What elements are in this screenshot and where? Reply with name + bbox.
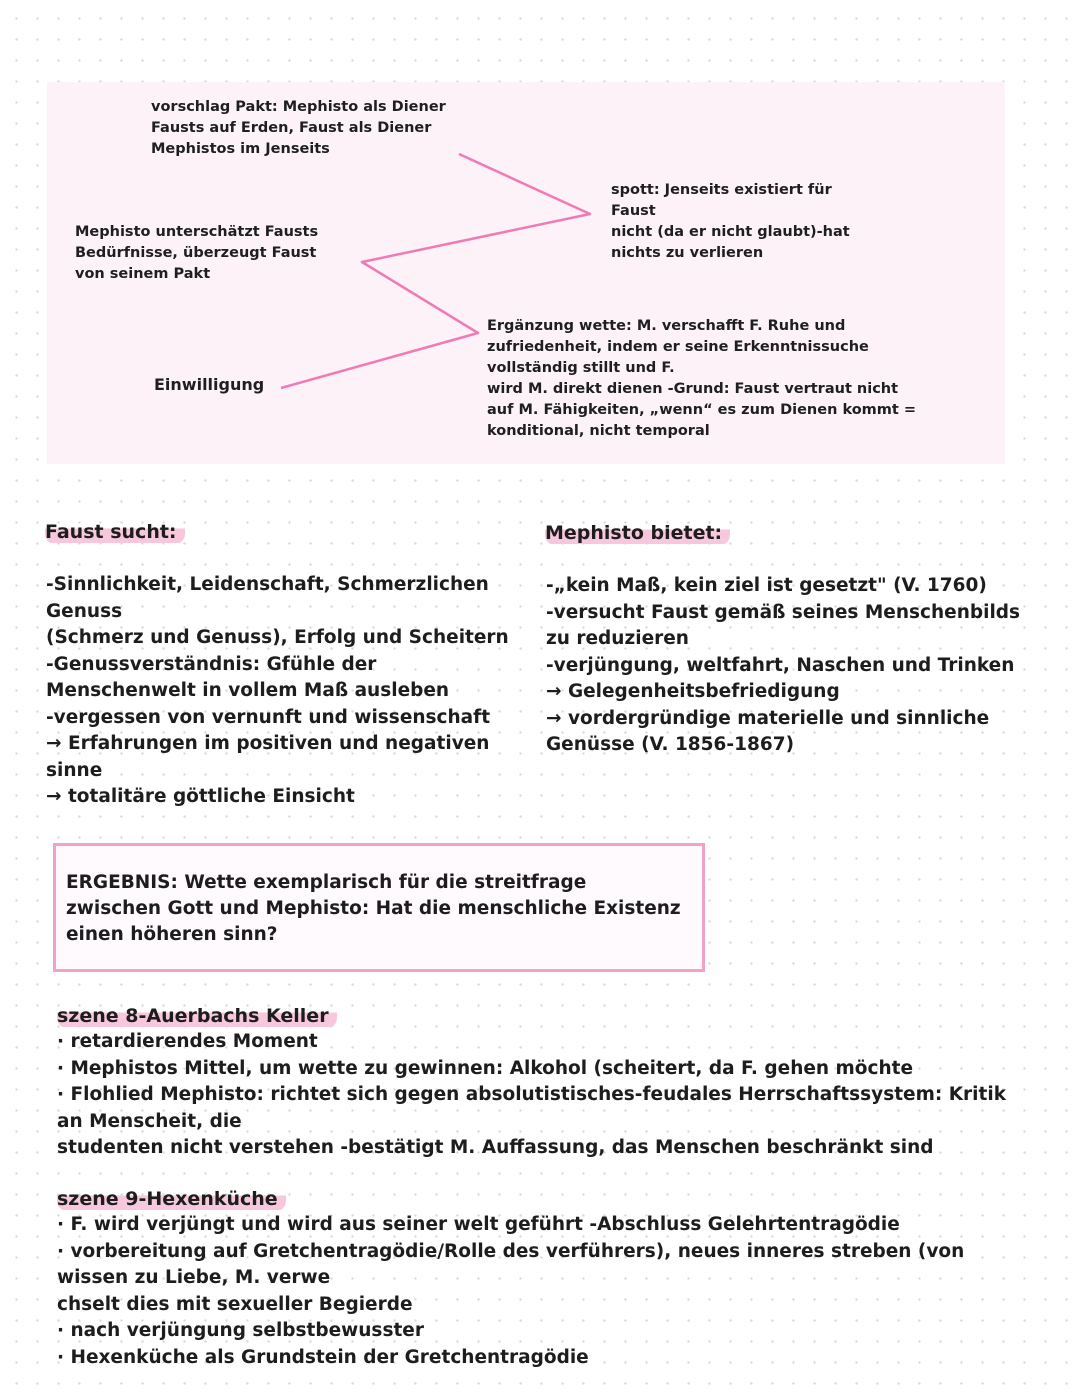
result-line: zwischen Gott und Mephisto: Hat die menschliche Existenz (66, 898, 681, 919)
faust-seeks-line: (Schmerz und Genuss), Erfolg und Scheitern (46, 627, 509, 648)
faust-seeks-heading: Faust sucht: (45, 520, 185, 544)
scene9-section (57, 1187, 286, 1211)
mephisto-offers-line: -„kein Maß, kein ziel ist gesetzt" (V. 1760) (546, 575, 987, 596)
wager-line: konditional, nicht temporal (487, 423, 710, 439)
result-line: ERGEBNIS: Wette exemplarisch für die streitfrage (66, 872, 587, 893)
mephisto-offers-list (546, 573, 1020, 759)
underestimates-line: Mephisto unterschätzt Fausts (75, 224, 319, 240)
faust-seeks-line: sinne (46, 759, 103, 781)
proposal-line: Mephistos im Jenseits (151, 141, 330, 157)
wager-line: zufriedenheit, indem er seine Erkenntnissuche (487, 339, 869, 355)
proposal-line: Fausts auf Erden, Faust als Diener (151, 120, 432, 136)
mephisto-offers-line: -verjüngung, weltfahrt, Naschen und Trinken (546, 654, 1015, 676)
faust-seeks-line: → Erfahrungen im positiven und negativen (46, 733, 490, 754)
consent-note: Einwilligung (154, 375, 265, 394)
scene8-line: an Menscheit, die (57, 1110, 242, 1132)
faust-seeks-list (46, 572, 509, 811)
scene9-list (57, 1212, 964, 1371)
wager-line: Ergänzung wette: M. verschafft F. Ruhe und (487, 318, 846, 334)
proposal-line: vorschlag Pakt: Mephisto als Diener (151, 99, 446, 115)
wager-note (487, 316, 916, 442)
faust-seeks-line: -vergessen von vernunft und wissenschaft (46, 706, 491, 728)
pact-proposal-note (151, 97, 446, 160)
mockery-line: Faust (611, 203, 656, 219)
mephisto-offers-line: → Gelegenheitsbefriedigung (546, 681, 840, 702)
scene9-line: · nach verjüngung selbstbewusster (57, 1320, 424, 1341)
mephisto-offers-line: Genüsse (V. 1856-1867) (546, 734, 795, 755)
mephisto-offers-line: zu reduzieren (546, 628, 689, 649)
underestimates-line: von seinem Pakt (75, 266, 211, 282)
mephisto-offers-line: → vordergründige materielle und sinnliche (546, 707, 990, 729)
scene9-line: · Hexenküche als Grundstein der Gretchentragödie (57, 1346, 589, 1368)
mockery-note (611, 180, 850, 264)
scene8-section (57, 1004, 337, 1028)
scene9-heading: szene 9-Hexenküche (57, 1187, 286, 1211)
result-text (66, 870, 681, 948)
scene8-line: · retardierendes Moment (57, 1031, 318, 1052)
mephisto-offers-section (545, 521, 730, 545)
scene8-line: studenten nicht verstehen -bestätigt M. Auffassung, das Menschen beschränkt sind (57, 1137, 934, 1158)
wager-line: auf M. Fähigkeiten, „wenn“ es zum Dienen kommt = (487, 402, 917, 418)
mockery-line: nicht (da er nicht glaubt)-hat (611, 224, 850, 240)
faust-seeks-line: → totalitäre göttliche Einsicht (46, 786, 355, 807)
scene9-line: chselt dies mit sexueller Begierde (57, 1293, 413, 1315)
scene8-list (57, 1029, 1006, 1162)
faust-seeks-line: Genuss (46, 600, 123, 622)
faust-seeks-section (45, 520, 185, 544)
underestimates-line: Bedürfnisse, überzeugt Faust (75, 245, 317, 261)
scene8-line: · Mephistos Mittel, um wette zu gewinnen: Alkohol (scheitert, da F. gehen möchte (57, 1057, 914, 1079)
wager-line: wird M. direkt dienen -Grund: Faust vertraut nicht (487, 381, 899, 397)
faust-seeks-line: Menschenwelt in vollem Maß ausleben (46, 680, 450, 701)
mockery-line: nichts zu verlieren (611, 245, 764, 261)
mephisto-offers-line: -versucht Faust gemäß seines Menschenbilds (546, 601, 1021, 623)
faust-seeks-line: -Sinnlichkeit, Leidenschaft, Schmerzlichen (46, 574, 489, 595)
result-line: einen höheren sinn? (66, 924, 278, 945)
scene9-line: wissen zu Liebe, M. verwe (57, 1267, 331, 1288)
scene8-heading: szene 8-Auerbachs Keller (57, 1004, 337, 1028)
scene9-line: · vorbereitung auf Gretchentragödie/Rolle des verführers), neues inneres streben (von (57, 1240, 965, 1262)
faust-seeks-line: -Genussverständnis: Gfühle der (46, 653, 377, 675)
wager-line: vollständig stillt und F. (487, 360, 675, 376)
scene9-line: · F. wird verjüngt und wird aus seiner welt geführt -Abschluss Gelehrtentragödie (57, 1214, 900, 1235)
underestimates-note (75, 222, 318, 285)
scene8-line: · Flohlied Mephisto: richtet sich gegen absolutistisches-feudales Herrschaftssystem: Kritik (57, 1084, 1007, 1105)
mockery-line: spott: Jenseits existiert für (611, 182, 832, 198)
mephisto-offers-heading: Mephisto bietet: (545, 521, 730, 545)
